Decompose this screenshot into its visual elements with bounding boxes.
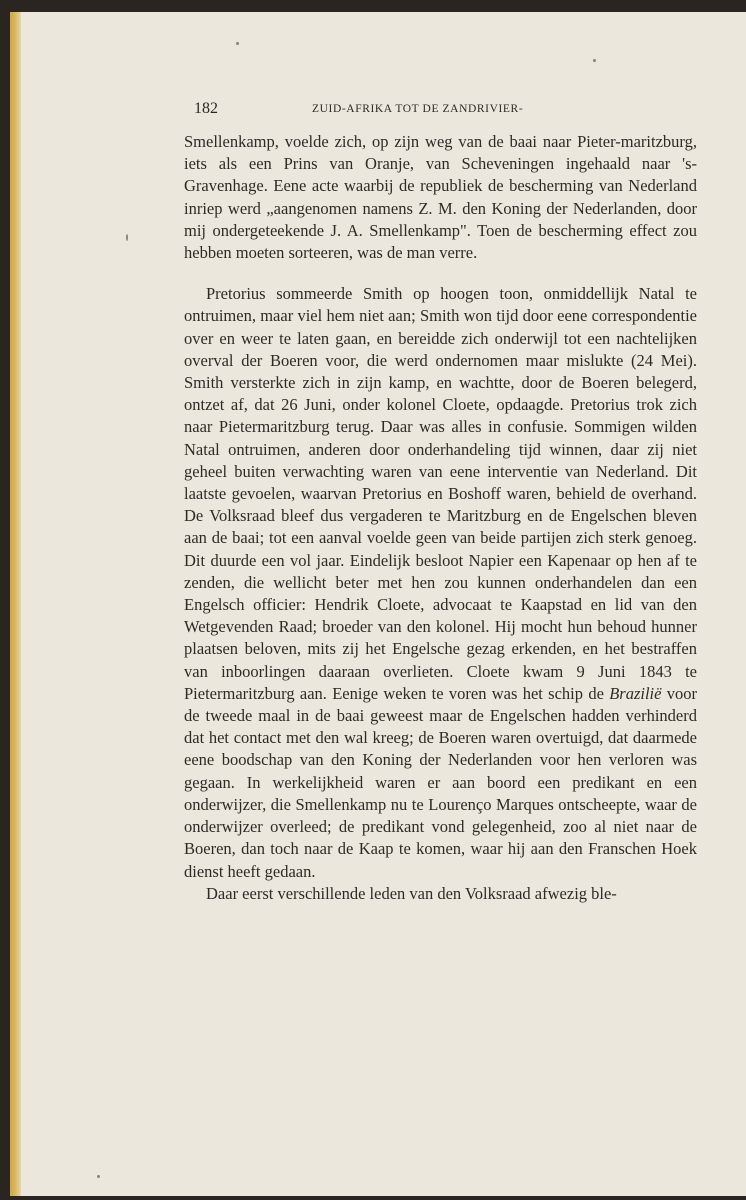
paper-speck [97,1175,100,1178]
page-header [194,100,714,124]
paragraph: Daar eerst verschillende leden van den Volksraad afwezig ble- [206,883,617,903]
running-head: ZUID-AFRIKA TOT DE ZANDRIVIER- [312,103,524,115]
page-number: 182 [194,100,218,117]
paragraph: Smellenkamp, voelde zich, op zijn weg van de baai naar Pieter-maritzburg, iets als een Prins van Oranje, van Scheveningen ingehaald naar 's-Gravenhage. Eene acte waarbij de republiek de bescherming van Nederland inriep werd „aangenomen namens Z. M. den Koning der Nederlanden, door mij ondergeteekende J. A. Smellenkamp". Toen de bescherming effect zou hebben moeten sorteeren, was de man verre. [184,132,697,263]
page-gutter-edge [10,12,21,1196]
paper-speck [593,59,596,62]
paragraph-text: voor de tweede maal in de baai geweest maar de Engelschen hadden verhinderd dat het contact met den wal kreeg; de Boeren waren overtuigd, dat daarmede eene boodschap van den Koning der Nederlanden voor hen verloren was gegaan. In werkelijkheid waren er aan boord een predikant en een onderwijzer, die Smellenkamp nu te Lourenço Marques ontscheepte, waar de onderwijzer overleed; de predikant vond gelegenheid, zoo al niet naar de Boeren, dan toch naar de Kaap te komen, waar hij aan den Franschen Hoek dienst heeft gedaan. [184,683,698,881]
ship-name: Brazilië [609,683,662,703]
paragraph-text: Pretorius sommeerde Smith op hoogen toon, onmiddellijk Natal te ontruimen, maar viel hem niet aan; Smith won tijd door eene correspondentie over en weer te laten gaan, en bereidde zich onderwijl tot een nachtelijken overval der Boeren voor, die werd ondernomen maar mislukte (24 Mei). Smith versterkte zich in zijn kamp, en wachtte, door de Boeren belegerd, ontzet af, dat 26 Juni, onder kolonel Cloete, opdaagde. Pretorius trok zich naar Pietermaritzburg terug. Daar was alles in confusie. Sommigen wilden Natal ontruimen, anderen door onderhandeling tijd winnen, daar zij niet geheel buiten verwachting waren van eene interventie van Nederland. Dit laatste gevoelen, waarvan Pretorius en Boshoff waren, behield de overhand. De Volksraad bleef dus vergaderen te Maritzburg en de Engelschen bleven aan de baai; tot een aanval voelde geen van beide partijen zich sterk genoeg. Dit duurde een vol jaar. Eindelijk besloot Napier een Kapenaar op hen af te zenden, die wellicht beter met hen zou kunnen onderhandelen dan een Engelsch officier: Hendrik Cloete, advocaat te Kaapstad en lid van den Wetgevenden Raad; broeder van den kolonel. Hij mocht hun behoud hunner plaatsen beloven, mits zij het Engelsche gezag erkenden, en het bestraffen van inboorlingen daaraan overlieten. Cloete kwam 9 Juni 1843 te Pietermaritzburg aan. Eenige weken te voren was het schip de [184,284,697,703]
body-text [184,131,697,905]
paper-speck [236,42,239,45]
paper-speck [126,234,128,241]
paragraph [184,283,697,882]
